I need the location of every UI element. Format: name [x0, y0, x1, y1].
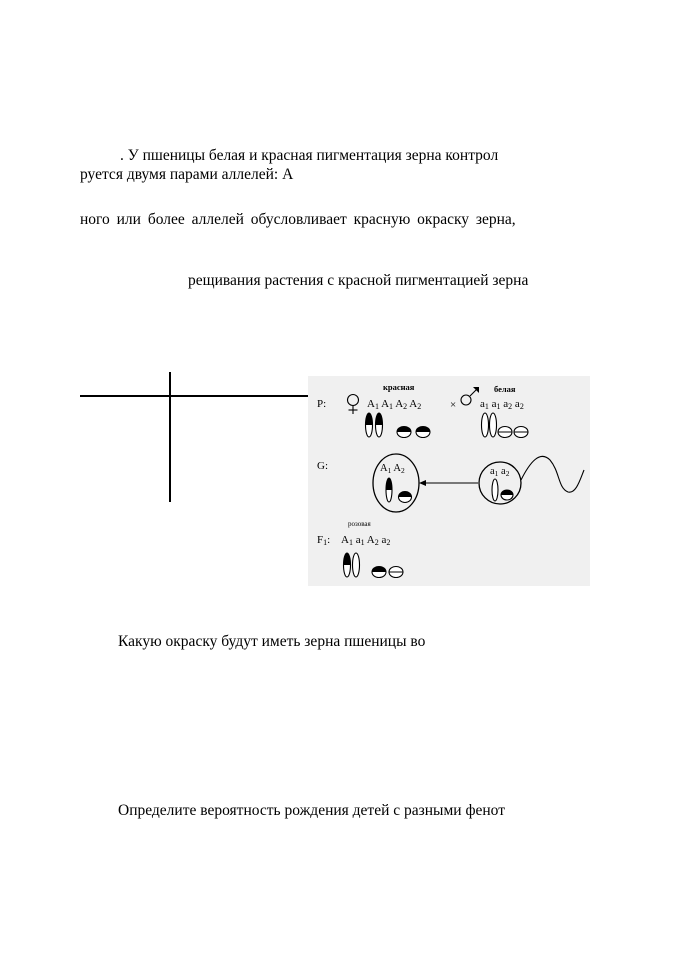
task-text-line-3: ного или более аллелей обусловливает красную окраску зерна, [80, 211, 516, 228]
question-text-1: Какую окраску будут иметь зерна пшеницы во [118, 633, 426, 650]
white-phenotype-label: белая [494, 384, 516, 394]
parents-label: P: [317, 398, 327, 410]
task-text-line-2: руется двумя парами аллелей: А [80, 166, 294, 183]
svg-text:A1 A2: A1 A2 [380, 463, 405, 475]
pink-phenotype-label: розовая [348, 520, 371, 528]
gametes-label: G: [317, 460, 328, 472]
t-table-lines [80, 372, 310, 502]
task-text-line-1: . У пшеницы белая и красная пигментация зерна контрол [120, 147, 499, 164]
f1-genotype: A1 a1 A2 a2 [341, 534, 391, 547]
cross-sign: × [450, 399, 457, 411]
parent1-genotype: A1 A1 A2 A2 [367, 398, 422, 411]
task-text-line-4: рещивания растения с красной пигментацией зерна [188, 272, 529, 289]
genetics-cross-diagram [308, 376, 590, 586]
svg-text:a1 a2: a1 a2 [490, 466, 510, 478]
red-phenotype-label: красная [383, 382, 415, 392]
question-text-2: Определите вероятность рождения детей с разными фенот [118, 802, 505, 819]
parent2-genotype: a1 a1 a2 a2 [480, 398, 524, 411]
f1-label: F1: [317, 534, 331, 547]
